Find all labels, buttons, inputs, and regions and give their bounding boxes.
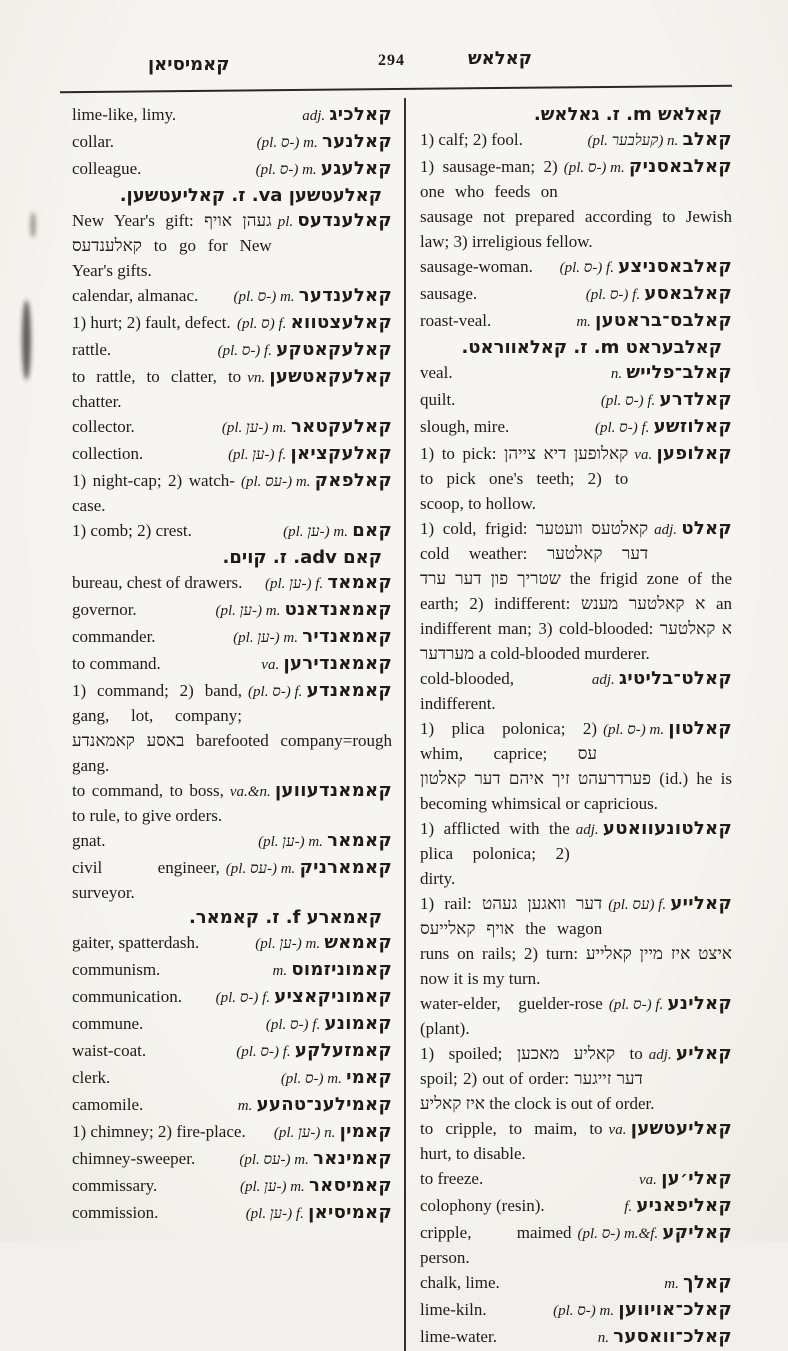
yiddish-headword: קאלפאק xyxy=(314,470,392,491)
yiddish-headword: קאלטון xyxy=(668,718,732,739)
entry-headword-group xyxy=(278,208,392,235)
dictionary-entry xyxy=(420,308,732,333)
dictionary-entry xyxy=(420,816,732,891)
yiddish-headword: קאלעקטאר xyxy=(290,416,392,437)
right-column xyxy=(404,98,732,1351)
entry-definition: gnat. xyxy=(72,831,106,850)
yiddish-headword: קאלענדער xyxy=(298,285,392,306)
entry-definition: 1) night-cap; 2) watch-case. xyxy=(72,471,235,515)
grammar-abbreviation: (pl. ען-) m. xyxy=(215,603,281,619)
grammar-abbreviation: (pl. ס-) m. xyxy=(563,160,625,176)
entry-headword-group xyxy=(588,127,732,154)
dictionary-entry xyxy=(72,441,392,466)
dictionary-xref-entry xyxy=(72,183,392,208)
entry-headword-group xyxy=(257,129,392,156)
dictionary-entry xyxy=(72,570,392,595)
yiddish-headword: קאמאנדירען xyxy=(283,653,392,674)
entry-headword-group xyxy=(664,1270,732,1297)
grammar-abbreviation: va. xyxy=(634,447,653,463)
entry-definition: governor. xyxy=(72,600,137,619)
dictionary-entry xyxy=(420,1116,732,1166)
yiddish-headword: קאמוניקאציע xyxy=(274,986,392,1007)
entry-headword-group xyxy=(609,991,732,1018)
yiddish-headword: קאלוזשע xyxy=(653,416,732,437)
grammar-abbreviation: adj. xyxy=(591,672,615,688)
yiddish-headword: קאלנער xyxy=(321,131,392,152)
entry-headword-group xyxy=(603,716,732,743)
dictionary-entry xyxy=(420,1193,732,1218)
entry-definition: veal. xyxy=(420,363,453,382)
grammar-abbreviation: (pl. עס) f. xyxy=(608,897,667,913)
entry-headword-group xyxy=(634,441,732,468)
yiddish-headword: קאלכיג xyxy=(329,104,392,125)
entry-headword-group xyxy=(230,778,392,805)
entry-definition: to cripple, to maim, to hurt, to disable. xyxy=(420,1119,603,1163)
dictionary-entry xyxy=(72,518,392,543)
entry-definition: to rattle, to clatter, to chatter. xyxy=(72,367,242,411)
yiddish-headword: קאמיסאר xyxy=(309,1175,392,1196)
grammar-abbreviation: va. xyxy=(261,657,280,673)
dictionary-entry xyxy=(72,156,392,181)
entry-definition: 1) afflicted with the plica polonica; 2) dirty. xyxy=(420,819,570,888)
yiddish-headword: קאמאש xyxy=(324,932,392,953)
entry-headword-group xyxy=(586,281,732,308)
entry-headword-group xyxy=(272,957,392,984)
entry-definition: 1) comb; 2) crest. xyxy=(72,521,192,540)
dictionary-entry xyxy=(72,678,392,778)
grammar-abbreviation: (pl. עס-) m. xyxy=(225,861,296,877)
entry-headword-group xyxy=(238,1092,392,1119)
grammar-abbreviation: (pl. ס-) f. xyxy=(594,420,650,436)
yiddish-headword: קאלעקציאן xyxy=(290,443,392,464)
dictionary-entry xyxy=(72,651,392,676)
yiddish-headword: קאלעגע xyxy=(320,158,392,179)
dictionary-entry xyxy=(72,310,392,335)
dictionary-entry xyxy=(72,828,392,853)
grammar-abbreviation: (pl. ס-) f. xyxy=(600,393,656,409)
entry-headword-group xyxy=(576,308,732,335)
yiddish-headword: קאלעצטווא xyxy=(290,312,392,333)
entry-headword-group xyxy=(247,364,392,391)
grammar-abbreviation: adj. xyxy=(575,822,599,838)
grammar-abbreviation: (pl. ען-) m. xyxy=(221,420,287,436)
grammar-abbreviation: vn. xyxy=(247,370,266,386)
entry-definition: commissary. xyxy=(72,1176,158,1195)
left-column xyxy=(72,98,404,1351)
grammar-abbreviation: (pl. ס-) f. xyxy=(236,1044,291,1060)
entry-definition: to command. xyxy=(72,654,161,673)
dictionary-entry xyxy=(420,1270,732,1295)
grammar-abbreviation: adj. xyxy=(648,1047,672,1063)
entry-definition: slough, mire. xyxy=(420,417,510,436)
entry-headword-group xyxy=(592,666,732,693)
entry-definition: communication. xyxy=(72,987,183,1006)
grammar-abbreviation: (pl. ען-) f. xyxy=(245,1206,304,1222)
entry-definition: 1) plica polonica; 2) whim, caprice; עס פערדרעהט זיך איהם דער קאלטון (id.) he is becoming whimsical or capricious. xyxy=(420,719,732,813)
entry-definition: chalk, lime. xyxy=(420,1273,500,1292)
entry-definition: 1) cold, frigid: קאלטעס וועטער cold weather: דער קאלטער שטריך פון דער ערד the frigid zone of the earth; 2) indifferent: א קאלטער מענש an indifferent man; 3) cold-blooded: א קאלטער מערדער a cold-blooded murderer. xyxy=(420,519,732,663)
entry-headword-group xyxy=(222,414,392,441)
yiddish-headword: קאלעקאטשען xyxy=(269,366,392,387)
entry-headword-group xyxy=(216,597,392,624)
grammar-abbreviation: (pl. ען-) n. xyxy=(273,1125,336,1141)
entry-xref-text: קאלבעראט m. ז. קאלאווראט. xyxy=(461,337,722,358)
dictionary-xref-entry xyxy=(420,335,732,360)
dictionary-entry xyxy=(420,716,732,816)
dictionary-entry xyxy=(420,666,732,716)
entry-headword-group xyxy=(246,1200,392,1227)
dictionary-entry xyxy=(72,1065,392,1090)
dictionary-entry xyxy=(420,991,732,1041)
grammar-abbreviation: (pl. ס-) f. xyxy=(215,990,271,1006)
scan-artifact xyxy=(30,212,36,238)
dictionary-entry xyxy=(72,1200,392,1225)
entry-definition: 1) chimney; 2) fire-place. xyxy=(72,1122,246,1141)
entry-headword-group xyxy=(218,337,392,364)
grammar-abbreviation: (pl. ען-) m. xyxy=(255,936,321,952)
entry-definition: commission. xyxy=(72,1203,159,1222)
dictionary-entry xyxy=(72,468,392,518)
dictionary-entry xyxy=(420,1324,732,1349)
dictionary-entry xyxy=(72,1173,392,1198)
entry-headword-group xyxy=(654,516,732,543)
entry-xref-text: קאם adv. ז. קוים. xyxy=(222,547,382,568)
dictionary-entry xyxy=(420,281,732,306)
yiddish-headword: קאלט xyxy=(681,518,732,539)
yiddish-headword: קאלענדעס xyxy=(297,210,392,231)
dictionary-entry xyxy=(72,957,392,982)
dictionary-entry xyxy=(420,1041,732,1116)
entry-definition: gaiter, spatterdash. xyxy=(72,933,200,952)
grammar-abbreviation: (pl. ס-) m. xyxy=(603,722,665,738)
entry-headword-group xyxy=(248,678,392,705)
grammar-abbreviation: n. xyxy=(610,366,623,382)
grammar-abbreviation: m. xyxy=(576,314,591,330)
dictionary-entry xyxy=(420,127,732,152)
grammar-abbreviation: n. xyxy=(597,1330,609,1346)
entry-definition: cold-blooded, indifferent. xyxy=(420,669,514,713)
yiddish-headword: קאליפאניע xyxy=(636,1195,732,1216)
dictionary-entry xyxy=(420,1166,732,1191)
entry-definition: to freeze. xyxy=(420,1169,484,1188)
dictionary-entry xyxy=(420,387,732,412)
yiddish-headword: קאמזעלקע xyxy=(294,1040,392,1061)
entry-definition: commune. xyxy=(72,1014,144,1033)
yiddish-headword: קאמין xyxy=(339,1121,392,1142)
entry-headword-group xyxy=(228,441,392,468)
entry-definition: lime-kiln. xyxy=(420,1300,487,1319)
entry-definition: 1) hurt; 2) fault, defect. xyxy=(72,313,231,332)
entry-headword-group xyxy=(216,984,392,1011)
yiddish-headword: קאמיסיאן xyxy=(308,1202,392,1223)
yiddish-headword: קאלכ־וואסער xyxy=(613,1326,732,1347)
yiddish-headword: קאלינע xyxy=(667,993,732,1014)
entry-definition: lime-water. xyxy=(420,1327,497,1346)
entry-definition: New Year's gift: געהן אויף קאלענדעס to go for New Year's gifts. xyxy=(72,211,272,280)
yiddish-headword: קאמינאר xyxy=(313,1148,392,1169)
grammar-abbreviation: m. xyxy=(664,1276,679,1292)
grammar-abbreviation: (pl. ס-) m. xyxy=(255,162,317,178)
entry-headword-group xyxy=(233,624,392,651)
grammar-abbreviation: (pl. ס-) f. xyxy=(608,997,664,1013)
grammar-abbreviation: f. xyxy=(624,1199,633,1215)
grammar-abbreviation: adj. xyxy=(654,522,678,538)
page-header xyxy=(0,0,788,84)
entry-headword-group xyxy=(226,855,392,882)
grammar-abbreviation: m. xyxy=(272,963,288,979)
entry-headword-group xyxy=(241,468,392,495)
entry-xref-text: קאמארע f. ז. קאמאר. xyxy=(188,907,382,928)
yiddish-headword: קאלי׳ען xyxy=(661,1168,732,1189)
dictionary-entry xyxy=(72,337,392,362)
grammar-abbreviation: (pl. ס-) m. xyxy=(233,289,295,305)
entry-definition: waist-coat. xyxy=(72,1041,147,1060)
dictionary-xref-entry xyxy=(72,905,392,930)
yiddish-headword: קאמוניזמוס xyxy=(291,959,392,980)
dictionary-entry xyxy=(420,254,732,279)
dictionary-entry xyxy=(72,1119,392,1144)
grammar-abbreviation: (pl. ס-) m. xyxy=(280,1071,342,1087)
entry-definition: civil engineer, surveyor. xyxy=(72,858,220,902)
entry-definition: 1) rail: דער וואגען געהט אויף קאלייעס the wagon runs on rails; 2) turn: איצט איז מיין קאלייע now it is my turn. xyxy=(420,894,732,988)
entry-definition: bureau, chest of drawers. xyxy=(72,573,243,592)
entry-definition: 1) to pick: קאלופען דיא צייהן to pick one's teeth; 2) to scoop, to hollow. xyxy=(420,444,629,513)
entry-definition: to command, to boss, to rule, to give orders. xyxy=(72,781,224,825)
dictionary-entry xyxy=(72,283,392,308)
yiddish-headword: קאמילענ־טהעע xyxy=(256,1094,392,1115)
yiddish-headword: קאלבאסניק xyxy=(629,156,732,177)
entry-definition: clerk. xyxy=(72,1068,111,1087)
grammar-abbreviation: (pl. קעלבער) n. xyxy=(587,133,679,149)
yiddish-headword: קאליקע xyxy=(662,1222,732,1243)
yiddish-headword: קאלב xyxy=(682,129,732,150)
entry-headword-group xyxy=(265,570,392,597)
yiddish-headword: קאלדרע xyxy=(659,389,732,410)
entry-definition: 1) calf; 2) fool. xyxy=(420,130,523,149)
entry-definition: sausage-woman. xyxy=(420,257,533,276)
grammar-abbreviation: (pl. ען-) f. xyxy=(265,576,324,592)
entry-headword-group xyxy=(266,1011,392,1038)
grammar-abbreviation: va.&n. xyxy=(229,784,271,800)
dictionary-entry xyxy=(72,984,392,1009)
dictionary-xref-entry xyxy=(420,102,732,127)
dictionary-entry xyxy=(72,624,392,649)
yiddish-headword: קאלט־בליטיג xyxy=(619,668,732,689)
entry-definition: roast-veal. xyxy=(420,311,492,330)
grammar-abbreviation: (pl. ס-) f. xyxy=(248,684,303,700)
scan-artifact xyxy=(22,300,31,380)
yiddish-headword: קאמונע xyxy=(324,1013,392,1034)
entry-headword-group xyxy=(564,154,732,181)
entry-headword-group xyxy=(608,891,732,918)
grammar-abbreviation: va. xyxy=(608,1122,627,1138)
dictionary-entry xyxy=(420,891,732,991)
entry-headword-group xyxy=(639,1166,732,1193)
entry-definition: collar. xyxy=(72,132,115,151)
entry-headword-group xyxy=(239,1146,392,1173)
entry-headword-group xyxy=(256,156,392,183)
entry-xref-text: קאלאש m. ז. גאלאש. xyxy=(533,104,722,125)
dictionary-entry xyxy=(72,364,392,414)
dictionary-xref-entry xyxy=(72,545,392,570)
dictionary-entry xyxy=(72,414,392,439)
dictionary-entry xyxy=(72,1092,392,1117)
grammar-abbreviation: (pl. ס) f. xyxy=(236,316,287,332)
grammar-abbreviation: (pl. עס-) m. xyxy=(240,474,311,490)
yiddish-headword: קאלך xyxy=(683,1272,732,1293)
dictionary-entry xyxy=(420,516,732,666)
yiddish-headword: קאלבאסע xyxy=(644,283,732,304)
entry-definition: collection. xyxy=(72,444,144,463)
dictionary-entry xyxy=(72,930,392,955)
entry-headword-group xyxy=(240,1173,392,1200)
dictionary-entry xyxy=(420,154,732,254)
entry-headword-group xyxy=(609,1116,732,1143)
entry-definition: sausage. xyxy=(420,284,478,303)
entry-headword-group xyxy=(601,387,732,414)
entry-headword-group xyxy=(595,414,732,441)
grammar-abbreviation: (pl. ען-) f. xyxy=(228,447,287,463)
grammar-abbreviation: m. xyxy=(237,1098,253,1114)
grammar-abbreviation: (pl. ס-) f. xyxy=(265,1017,321,1033)
yiddish-headword: קאלייע xyxy=(670,893,732,914)
entry-definition: 1) spoiled; קאליע מאכען to spoil; 2) out of order: דער זייגער איז קאליע the clock is out of order. xyxy=(420,1044,655,1113)
entry-definition: water-elder, guelder-rose (plant). xyxy=(420,994,603,1038)
entry-definition: 1) sausage-man; 2) one who feeds on sausage not prepared according to Jewish law; 3) irreligious fellow. xyxy=(420,157,732,251)
entry-definition: colleague. xyxy=(72,159,142,178)
page-number: 294 xyxy=(378,52,405,69)
entry-definition: commander. xyxy=(72,627,156,646)
yiddish-headword: קאלב־פלייש xyxy=(626,362,732,383)
entry-headword-group xyxy=(553,1297,732,1324)
yiddish-headword: קאלעקאטקע xyxy=(276,339,392,360)
yiddish-headword: קאמאר xyxy=(327,830,392,851)
dictionary-entry xyxy=(72,597,392,622)
entry-headword-group xyxy=(578,1220,732,1247)
entry-headword-group xyxy=(258,828,392,855)
grammar-abbreviation: (pl. ען-) m. xyxy=(233,630,298,646)
grammar-abbreviation: va. xyxy=(639,1172,657,1188)
entry-headword-group xyxy=(236,1038,392,1065)
dictionary-entry xyxy=(72,129,392,154)
grammar-abbreviation: (pl. ס-) m.&f. xyxy=(577,1226,659,1242)
grammar-abbreviation: (pl. ס-) f. xyxy=(559,260,614,276)
yiddish-headword: קאמי xyxy=(346,1067,392,1088)
entry-headword-group xyxy=(624,1193,732,1220)
dictionary-entry xyxy=(72,208,392,283)
grammar-abbreviation: (pl. ס-) m. xyxy=(256,135,318,151)
entry-headword-group xyxy=(274,1119,392,1146)
yiddish-headword: קאמאנדיר xyxy=(302,626,392,647)
grammar-abbreviation: (pl. ס-) m. xyxy=(553,1303,615,1319)
entry-definition: 1) command; 2) band, gang, lot, company; באסע קאמאנדע barefooted company=rough gang. xyxy=(72,681,392,775)
yiddish-headword: קאם xyxy=(352,520,392,541)
entry-definition: calendar, almanac. xyxy=(72,286,199,305)
entry-definition: collector. xyxy=(72,417,135,436)
yiddish-headword: קאלבס־בראטען xyxy=(595,310,732,331)
dictionary-entry xyxy=(72,102,392,127)
entry-headword-group xyxy=(255,930,392,957)
yiddish-headword: קאלבאסניצע xyxy=(618,256,732,277)
yiddish-headword: קאלכ־אויווען xyxy=(618,1299,732,1320)
entry-headword-group xyxy=(237,310,392,337)
entry-definition: colophony (resin). xyxy=(420,1196,545,1215)
entry-headword-group xyxy=(611,360,732,387)
dictionary-entry xyxy=(72,1038,392,1063)
yiddish-headword: קאלטונעוואטע xyxy=(602,818,732,839)
grammar-abbreviation: pl. xyxy=(277,214,294,230)
entry-headword-group xyxy=(281,1065,392,1092)
yiddish-headword: קאמאד xyxy=(327,572,392,593)
guide-word-right: קאלאש xyxy=(468,48,533,69)
yiddish-headword: קאליעטשען xyxy=(630,1118,732,1139)
grammar-abbreviation: (pl. ען-) m. xyxy=(239,1179,305,1195)
entry-definition: chimney-sweeper. xyxy=(72,1149,196,1168)
dictionary-entry xyxy=(72,1146,392,1171)
grammar-abbreviation: (pl. ס-) f. xyxy=(585,287,641,303)
dictionary-entry xyxy=(420,414,732,439)
text-columns xyxy=(72,98,732,1351)
entry-headword-group xyxy=(576,816,732,843)
entry-headword-group xyxy=(234,283,393,310)
yiddish-headword: קאלופען xyxy=(656,443,732,464)
yiddish-headword: קאמארניק xyxy=(299,857,392,878)
grammar-abbreviation: (pl. ס-) f. xyxy=(217,343,272,359)
yiddish-headword: קאמאנדעווען xyxy=(274,780,392,801)
entry-headword-group xyxy=(261,651,392,678)
entry-definition: quilt. xyxy=(420,390,456,409)
entry-definition: rattle. xyxy=(72,340,112,359)
entry-definition: cripple, maimed person. xyxy=(420,1223,572,1267)
header-rule xyxy=(60,85,732,93)
yiddish-headword: קאליע xyxy=(675,1043,732,1064)
grammar-abbreviation: (pl. ען-) m. xyxy=(258,834,323,850)
entry-definition: camomile. xyxy=(72,1095,144,1114)
grammar-abbreviation: (pl. ען-) m. xyxy=(283,524,348,540)
dictionary-entry xyxy=(420,1297,732,1322)
entry-headword-group xyxy=(283,518,392,545)
entry-headword-group xyxy=(560,254,732,281)
dictionary-entry xyxy=(420,360,732,385)
yiddish-headword: קאמאנדע xyxy=(306,680,392,701)
grammar-abbreviation: adj. xyxy=(302,108,326,124)
dictionary-entry xyxy=(420,1220,732,1270)
entry-definition: lime-like, limy. xyxy=(72,105,177,124)
guide-word-left: קאמיסיאן xyxy=(148,54,230,75)
dictionary-entry xyxy=(72,855,392,905)
entry-headword-group xyxy=(598,1324,732,1351)
dictionary-entry xyxy=(72,778,392,828)
dictionary-entry xyxy=(420,441,732,516)
entry-headword-group xyxy=(649,1041,732,1068)
grammar-abbreviation: (pl. עס-) m. xyxy=(239,1152,309,1168)
yiddish-headword: קאמאנדאנט xyxy=(284,599,392,620)
entry-headword-group xyxy=(302,102,392,129)
entry-xref-text: קאלעטשען va. ז. קאליעטשען. xyxy=(119,185,382,206)
dictionary-entry xyxy=(72,1011,392,1036)
entry-definition: communism. xyxy=(72,960,161,979)
